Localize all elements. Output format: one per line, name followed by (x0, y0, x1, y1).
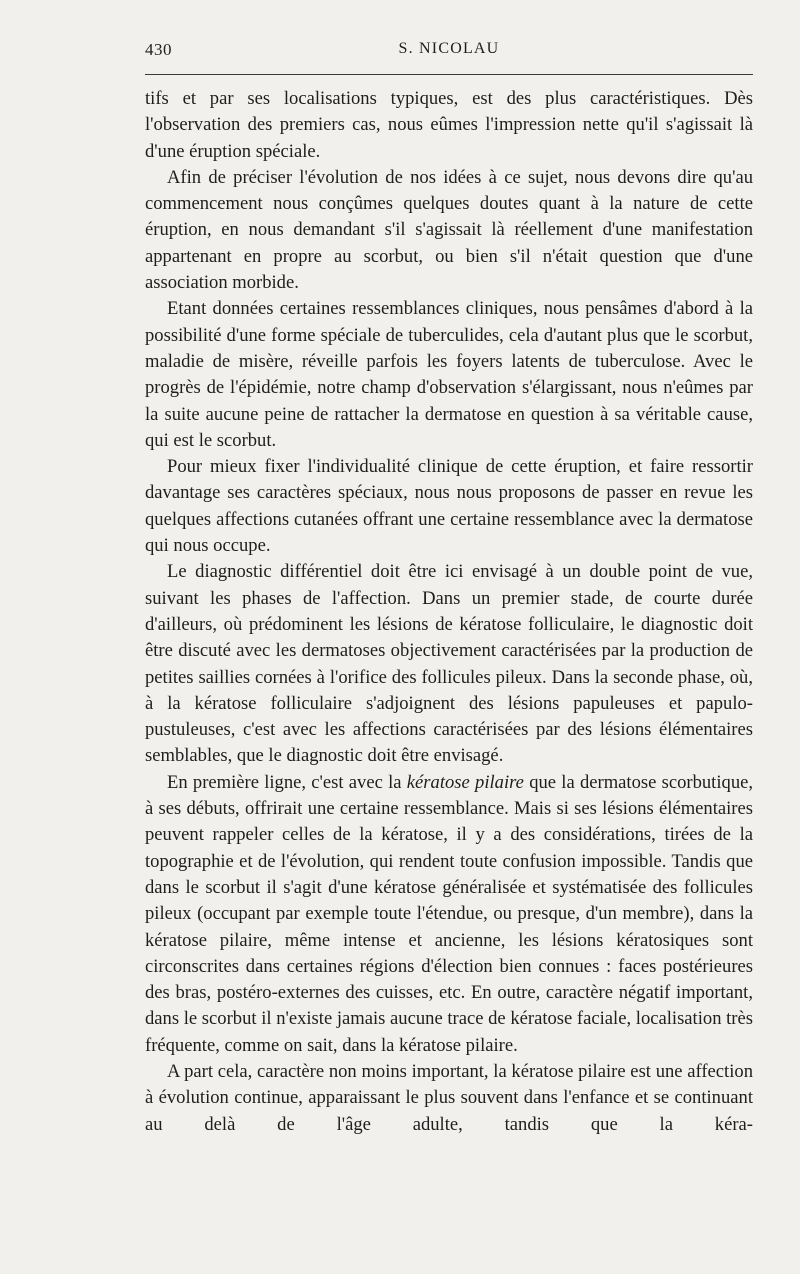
page-header (145, 40, 753, 66)
header-rule (145, 74, 753, 75)
running-head: S. NICOLAU (398, 40, 500, 57)
paragraph-text: En première ligne, c'est avec la (167, 771, 407, 793)
paragraph: A part cela, caractère non moins important, la kératose pilaire est une affection à évolution continue, apparaissant le plus souvent dans l'enfance et se continuant au delà de l'âge adulte, tandis que la kéra- (145, 1060, 753, 1135)
italic-term: kératose pilaire (406, 771, 524, 793)
paragraph: Pour mieux fixer l'individualité clinique de cette éruption, et faire ressortir davantage ses caractères spéciaux, nous nous proposons de passer en revue les quelques affections cutanées offrant une certaine ressemblance avec la dermatose qui nous occupe. (145, 456, 753, 557)
paragraph: Le diagnostic différentiel doit être ici envisagé à un double point de vue, suivant les phases de l'affection. Dans un premier stade, de courte durée d'ailleurs, où prédominent les lésions de kératose folliculaire, le diagnostic doit être discuté avec les dermatoses objectivement caractérisées par la production de petites saillies cornées à l'orifice des follicules pileux. Dans la seconde phase, où, à la kératose folliculaire s'adjoignent des lésions papuleuses et papulo-pustuleuses, c'est avec les affections caractérisées par des lésions élémentaires semblables, que le diagnostic doit être envisagé. (145, 561, 753, 767)
paragraph: tifs et par ses localisations typiques, est des plus caractéristiques. Dès l'observation des premiers cas, nous eûmes l'impression nette qu'il s'agissait là d'une éruption spéciale. (145, 88, 753, 162)
paragraph: Etant données certaines ressemblances cliniques, nous pensâmes d'abord à la possibilité d'une forme spéciale de tuberculides, cela d'autant plus que le scorbut, maladie de misère, réveille parfois les foyers latents de tuberculose. Avec le progrès de l'épidémie, notre champ d'observation s'élargissant, nous n'eûmes par la suite aucune peine de rattacher la dermatose en question à sa véritable cause, qui est le scorbut. (145, 298, 753, 451)
page-number: 430 (145, 40, 172, 59)
paragraph: Afin de préciser l'évolution de nos idées à ce sujet, nous devons dire qu'au commencement nous conçûmes quelques doutes quant à la nature de cette éruption, en nous demandant s'il s'agissait là réellement d'une manifestation appartenant en propre au scorbut, ou bien s'il n'était question que d'une association morbide. (145, 166, 753, 294)
paragraph (145, 770, 753, 1059)
body-text (145, 86, 753, 1138)
paragraph-text: que la dermatose scorbutique, à ses débuts, offrirait une certaine ressemblance. Mais si ses lésions élémentaires peuvent rappeler celles de la kératose, il y a des considérations, tirées de la topographie et de l'évolution, qui rendent toute confusion impossible. Tandis que dans le scorbut il s'agit d'une kératose généralisée et systématisée des follicules pileux (occupant par exemple toute l'étendue, ou presque, d'un membre), dans la kératose pilaire, même intense et ancienne, les lésions kératosiques sont circonscrites dans certaines régions d'élection bien connues : faces postérieures des bras, postéro-externes des cuisses, etc. En outre, caractère négatif important, dans le scorbut il n'existe jamais aucune trace de kératose faciale, localisation très fréquente, comme on sait, dans la kératose pilaire. (145, 771, 754, 1056)
